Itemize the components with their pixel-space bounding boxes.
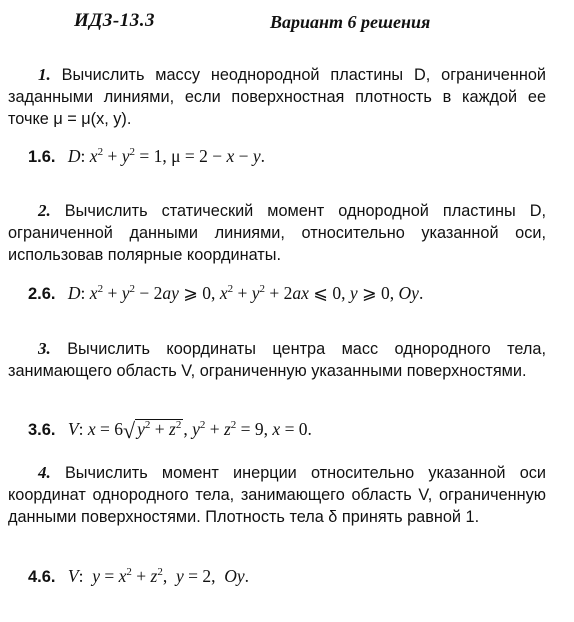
task-1-text	[8, 64, 546, 130]
document-title: ИДЗ-13.3	[74, 10, 156, 31]
formula-2-expression: D: $x^2 + y^2 - 2ay$ ⩾ 0, $x^2 + y^2 + 2ax$ ⩽ 0, y ⩾ 0, Oy.	[67, 283, 424, 303]
task-2-text	[8, 200, 546, 266]
formula-3	[28, 418, 312, 444]
variant-label: Вариант 6 решения	[270, 12, 431, 32]
formula-1	[28, 146, 265, 167]
formula-4-expression: V: $y = x^2 + z^2$, y = 2, Oy.	[67, 566, 250, 586]
task-3-number: 3.	[38, 339, 51, 358]
task-2-number: 2.	[38, 201, 51, 220]
formula-3-expression: V: x = 6√ $y^2 + z^2$ , $y^2 + z^2 = 9$, x = 0.	[67, 418, 312, 443]
task-1-body: Вычислить массу неоднородной пластины D, ограниченной заданными линиями, если поверхностная плотность в каждой ее точке μ = μ(x, y).	[8, 66, 546, 128]
task-4-number: 4.	[38, 463, 51, 482]
formula-4	[28, 566, 249, 587]
formula-2-number: 2.6.	[28, 285, 56, 303]
formula-2	[28, 283, 423, 304]
task-3-body: Вычислить координаты центра масс однородного тела, занимающего область V, ограниченную указанными поверхностями.	[8, 340, 547, 380]
task-1-number: 1.	[38, 65, 51, 84]
task-4-text	[8, 462, 546, 528]
task-2-body: Вычислить статический момент однородной пластины D, ограниченной данными линиями, относительно указанной оси, использовав полярные координаты.	[8, 202, 546, 264]
task-3-text	[8, 338, 546, 382]
formula-3-number: 3.6.	[28, 421, 56, 439]
task-4-body: Вычислить момент инерции относительно указанной оси координат однородного тела, занимающего область V, ограниченную данными поверхностями. Плотность тела δ принять равной 1.	[8, 464, 546, 526]
formula-1-number: 1.6.	[28, 148, 56, 166]
formula-4-number: 4.6.	[28, 568, 56, 586]
formula-1-expression: D: $x^2 + y^2 = 1$, μ = 2 − x − y.	[67, 146, 266, 166]
